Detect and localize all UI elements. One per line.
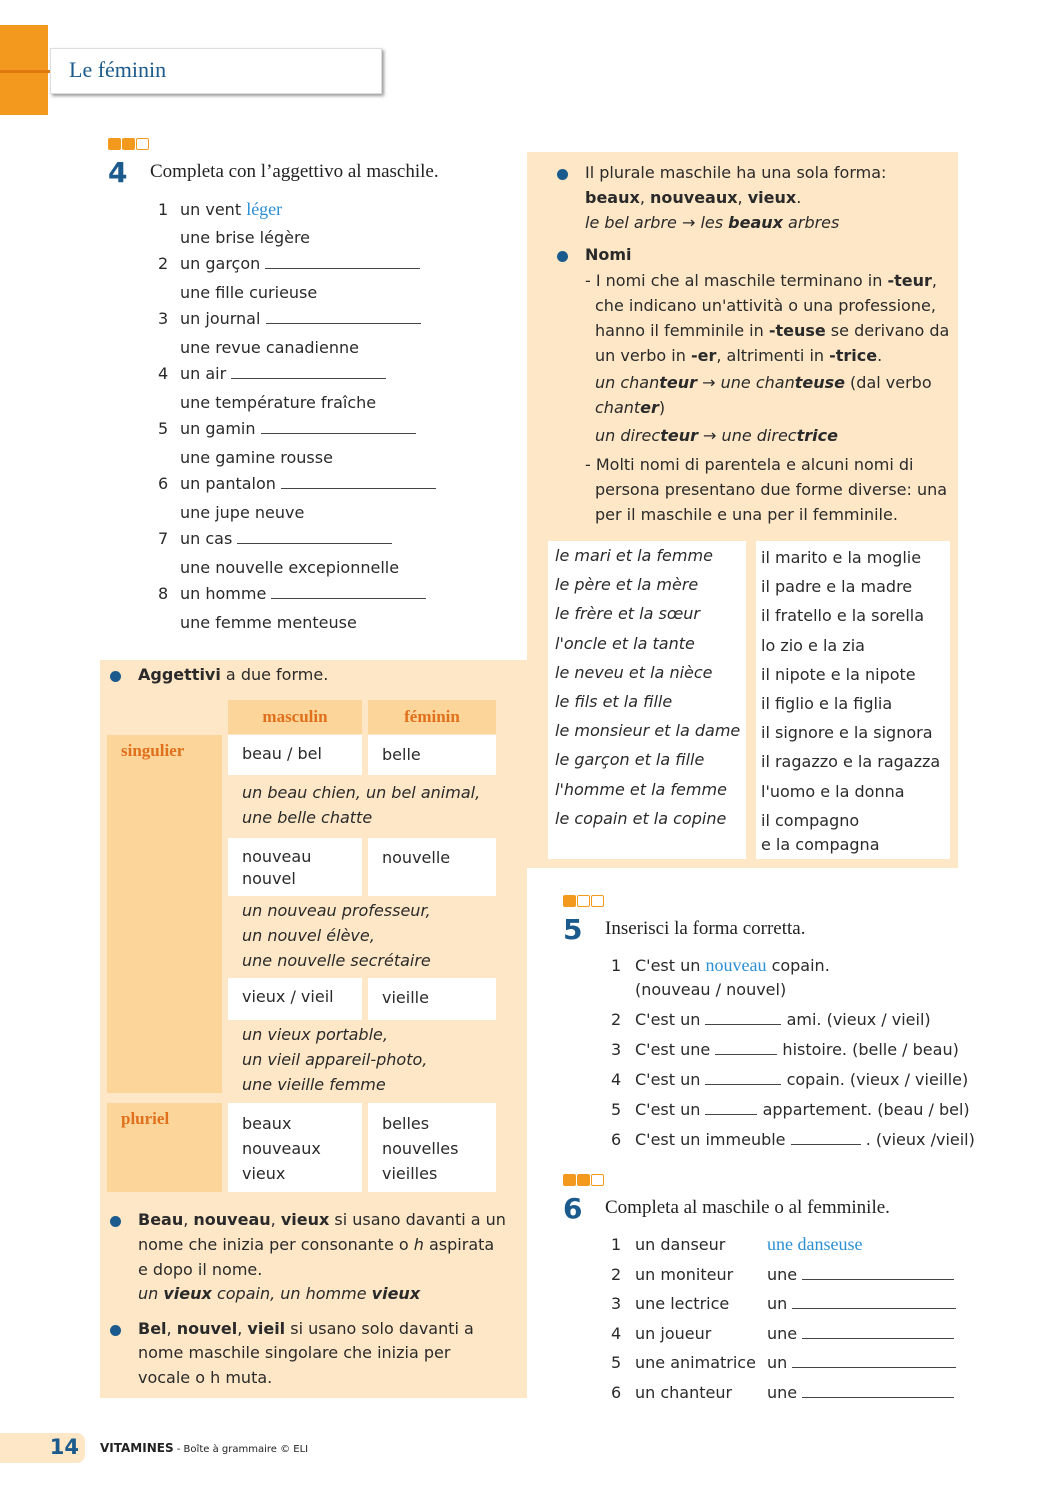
note-line <box>138 1260 262 1279</box>
item-prompt: un journal <box>180 309 261 328</box>
noun-pair-it: lo zio e la zia <box>761 635 865 655</box>
item-prompt: C'est un <box>635 956 701 975</box>
bullet-icon <box>110 1216 121 1227</box>
item-feminine: une brise légère <box>180 228 311 247</box>
answer-blank[interactable] <box>705 1070 781 1085</box>
exercise-title: Inserisci la forma corretta. <box>605 918 806 939</box>
item-feminine: une nouvelle excepionnelle <box>180 558 400 577</box>
note-line <box>585 213 839 232</box>
note-line <box>585 188 801 207</box>
text-segment: che indicano un'attività o una professione, <box>595 296 936 315</box>
exercise-number: 4 <box>108 156 128 189</box>
intro-text: a due forme. <box>220 665 329 684</box>
item-prompt: un gamin <box>180 419 256 438</box>
article: une <box>767 1264 798 1284</box>
exercise-item <box>158 474 436 493</box>
answer-blank[interactable] <box>792 1353 956 1368</box>
text-segment: , <box>931 271 937 290</box>
footer-sub: - Boîte à grammaire © ELI <box>173 1444 309 1455</box>
intro-bold: Aggettivi <box>138 665 221 684</box>
example-text: un nouveau professeur, un nouvel élève, une nouvelle secrétaire <box>242 901 431 970</box>
exercise-number: 5 <box>563 913 583 946</box>
item-number: 7 <box>158 529 169 548</box>
answer-blank[interactable] <box>802 1265 954 1280</box>
exercise-item <box>611 955 830 976</box>
item-number: 5 <box>611 1353 622 1373</box>
note-line <box>585 271 937 290</box>
note-line <box>138 1235 494 1254</box>
item-number: 6 <box>158 474 169 493</box>
cell-masculin <box>228 838 362 896</box>
noun-pair-it: il figlio e la figlia <box>761 694 893 713</box>
text-segment: , <box>237 1319 248 1338</box>
item-prompt: un moniteur <box>635 1264 734 1284</box>
text-segment: vocale o h muta. <box>138 1368 273 1387</box>
text-segment: si usano davanti a un <box>329 1210 506 1229</box>
text-segment: er <box>640 398 659 417</box>
answer-blank[interactable] <box>802 1324 954 1339</box>
text-segment: Il plurale maschile ha una sola forma: <box>585 163 887 182</box>
answer-blank[interactable] <box>791 1130 861 1145</box>
item-number: 1 <box>611 1235 622 1254</box>
item-prompt: un cas <box>180 529 233 548</box>
item-prompt: un garçon <box>180 254 261 273</box>
cell-masculin <box>228 978 362 1020</box>
item-number: 1 <box>158 200 169 219</box>
footer-credit <box>100 1441 308 1455</box>
masculin-form: beau / bel <box>242 744 322 763</box>
example-text: un vieux portable, un vieil appareil-photo, une vieille femme <box>242 1025 428 1094</box>
page-number-tab <box>0 1433 85 1463</box>
article: un <box>767 1353 788 1373</box>
cell-feminin <box>368 978 496 1020</box>
item-feminine: une fille curieuse <box>180 283 318 302</box>
exercise-item <box>611 1100 970 1119</box>
text-segment: Beau <box>138 1210 184 1229</box>
answer-blank[interactable] <box>792 1294 956 1309</box>
item-prompt: une animatrice <box>635 1353 756 1373</box>
difficulty-indicator <box>108 138 149 150</box>
answer-text: léger <box>246 199 283 219</box>
text-segment: - Molti nomi di parentela e alcuni nomi di <box>585 455 914 474</box>
note-line <box>595 321 949 340</box>
item-prompt: un air <box>180 364 227 383</box>
text-segment: persona presentano due forme diverse: una <box>595 480 948 499</box>
text-segment: -trice <box>829 346 878 365</box>
text-segment: arbres <box>782 213 840 232</box>
item-prompt: C'est une <box>635 1040 711 1059</box>
noun-pair-fr: le garçon et la fille <box>555 750 705 770</box>
note-line <box>595 346 882 365</box>
noun-pair-fr: l'oncle et la tante <box>555 633 695 653</box>
exercise-item <box>158 309 421 328</box>
answer-blank[interactable] <box>715 1040 777 1055</box>
answer-blank[interactable] <box>261 419 416 434</box>
masculin-form: vieux / vieil <box>242 987 334 1006</box>
level-dot <box>563 895 576 907</box>
note-line <box>595 480 947 499</box>
note-line <box>595 296 936 315</box>
note-line <box>138 1368 272 1387</box>
noun-pair-it: il padre e la madre <box>761 577 913 597</box>
feminin-form: belle <box>382 745 421 764</box>
item-number: 2 <box>158 254 169 273</box>
item-number: 2 <box>611 1010 622 1029</box>
answer-blank[interactable] <box>271 584 426 599</box>
note-line <box>138 1319 474 1338</box>
item-prompt: un danseur <box>635 1235 726 1254</box>
level-dot <box>591 895 604 907</box>
item-prompt: C'est un <box>635 1010 701 1029</box>
bullet-icon <box>110 671 121 682</box>
item-suffix: copain. (vieux / vieille) <box>786 1070 969 1089</box>
footer-brand: VITAMINES <box>100 1441 174 1455</box>
text-segment: - I nomi che al maschile terminano in <box>585 271 888 290</box>
exercise-item <box>158 529 392 548</box>
answer-blank[interactable] <box>281 474 436 489</box>
text-segment: , <box>639 188 650 207</box>
noun-pair-it: il fratello e la sorella <box>761 606 925 626</box>
note-line <box>138 1284 420 1303</box>
example-text: un beau chien, un bel animal, une belle chatte <box>242 783 481 827</box>
row-pluriel: pluriel <box>107 1103 222 1192</box>
exercise-title: Completa con l’aggettivo al maschile. <box>150 161 439 182</box>
text-segment: nome maschile singolare che inizia per <box>138 1343 451 1362</box>
text-segment: trice <box>796 426 838 445</box>
tab-divider <box>0 70 50 73</box>
text-segment: beaux <box>585 188 640 207</box>
answer-text: une danseuse <box>767 1234 863 1254</box>
text-segment: nouveaux <box>649 188 738 207</box>
answer-blank[interactable] <box>265 254 420 269</box>
text-segment: teur <box>659 373 698 392</box>
text-segment: teur <box>660 426 698 445</box>
bullet-icon <box>557 169 568 180</box>
level-dot <box>563 1174 576 1186</box>
difficulty-indicator <box>563 1174 604 1186</box>
text-segment: ) <box>658 398 666 417</box>
text-segment: -teur <box>887 271 932 290</box>
noun-pair-it: il marito e la moglie <box>761 548 922 567</box>
text-segment: hanno il femminile in <box>595 321 769 340</box>
text-segment: -er <box>690 346 717 365</box>
text-segment: si usano solo davanti a <box>285 1319 474 1338</box>
text-segment: vieux <box>280 1210 330 1229</box>
item-suffix: histoire. (belle / beau) <box>782 1040 959 1059</box>
article: une <box>767 1383 798 1402</box>
item-number: 2 <box>611 1264 622 1284</box>
exercise-item <box>158 364 386 383</box>
item-number: 4 <box>611 1070 622 1089</box>
item-prompt: une lectrice <box>635 1294 730 1314</box>
text-segment: (dal verbo <box>844 373 932 392</box>
text-segment: , <box>166 1319 177 1338</box>
difficulty-indicator <box>563 895 604 907</box>
item-suffix: appartement. (beau / bel) <box>762 1100 970 1119</box>
noun-pair-fr: le copain et la copine <box>555 808 727 828</box>
text-segment: vieux <box>747 188 797 207</box>
exercise-item <box>158 584 426 603</box>
item-suffix: ami. (vieux / vieil) <box>786 1010 931 1029</box>
text-segment: teuse <box>794 373 845 392</box>
answer-blank[interactable] <box>802 1383 954 1398</box>
noun-pair-fr: le neveu et la nièce <box>555 662 713 682</box>
bullet-icon <box>110 1325 121 1336</box>
note-line <box>595 373 932 392</box>
noun-pair-it: il ragazzo e la ragazza <box>761 752 941 772</box>
text-segment: beaux <box>728 213 783 232</box>
text-segment: e dopo il nome. <box>138 1260 263 1279</box>
item-prompt: C'est un <box>635 1100 701 1119</box>
answer-blank[interactable] <box>705 1100 757 1115</box>
item-number: 3 <box>158 309 169 328</box>
item-number: 5 <box>158 419 169 438</box>
item-prompt: un chanteur <box>635 1383 733 1402</box>
item-prompt: C'est un <box>635 1070 701 1089</box>
text-segment: aspirata <box>423 1235 495 1254</box>
text-segment: vieux <box>371 1284 421 1303</box>
answer-line <box>767 1324 954 1343</box>
text-segment: → une direc <box>697 426 797 445</box>
title-bar <box>50 48 382 94</box>
exercise-item <box>611 1130 975 1149</box>
item-prompt: un vent <box>180 200 242 219</box>
cell-masculin <box>228 735 362 775</box>
adj-intro <box>138 665 328 684</box>
text-segment: un <box>138 1284 164 1303</box>
answer-blank[interactable] <box>705 1010 781 1025</box>
item-number: 4 <box>611 1323 622 1343</box>
level-dot <box>122 138 135 150</box>
plural-forms: belles nouvelles vieilles <box>382 1114 459 1183</box>
exercise-number: 6 <box>563 1192 583 1225</box>
text-segment: nouvel <box>176 1319 238 1338</box>
cell-pluriel-m <box>228 1103 362 1192</box>
answer-line <box>767 1353 956 1372</box>
noun-pair-fr: le monsieur et la dame <box>555 721 741 741</box>
item-options: (nouveau / nouvel) <box>635 980 787 999</box>
feminin-form: vieille <box>382 988 429 1007</box>
text-segment: , altrimenti in <box>716 346 830 365</box>
note-line <box>585 245 632 264</box>
text-segment: Nomi <box>585 245 632 264</box>
header-masculin: masculin <box>228 700 362 734</box>
exercise-item <box>158 419 416 438</box>
row-singulier: singulier <box>107 735 222 1093</box>
text-segment: se derivano da <box>825 321 950 340</box>
text-segment: vieil <box>247 1319 286 1338</box>
text-segment: nouveau <box>193 1210 271 1229</box>
noun-pair-it: il nipote e la nipote <box>761 664 916 684</box>
text-segment: un chan <box>595 373 660 392</box>
text-segment: , <box>270 1210 281 1229</box>
item-number: 4 <box>158 364 169 383</box>
item-feminine: une jupe neuve <box>180 503 305 522</box>
note-line <box>585 455 914 474</box>
text-segment: per il maschile e una per il femminile. <box>595 505 898 524</box>
header-feminin: féminin <box>368 700 496 734</box>
note-line <box>595 398 665 417</box>
item-feminine: une gamine rousse <box>180 448 333 467</box>
text-segment: un direc <box>595 426 661 445</box>
answer-line <box>767 1383 954 1402</box>
level-dot <box>577 1174 590 1186</box>
noun-pair-fr: le frère et la sœur <box>555 604 700 624</box>
noun-pair-it: l'uomo e la donna <box>761 781 905 801</box>
noun-pair-fr: le père et la mère <box>555 575 699 595</box>
text-segment: → une chan <box>697 373 795 392</box>
level-dot <box>108 138 121 150</box>
answer-blank[interactable] <box>231 364 386 379</box>
note-line <box>138 1210 506 1229</box>
text-segment: chant <box>595 398 641 417</box>
text-segment: un verbo in <box>595 346 691 365</box>
text-segment: copain, un homme <box>211 1284 372 1303</box>
page-title: Le féminin <box>69 57 167 82</box>
cell-pluriel-f <box>368 1103 496 1192</box>
exercise-item <box>158 199 282 220</box>
answer-blank[interactable] <box>237 529 392 544</box>
text-segment: le bel arbre → les <box>585 213 729 232</box>
noun-pair-fr: l'homme et la femme <box>555 779 727 799</box>
text-segment: , <box>183 1210 194 1229</box>
answer-text: nouveau <box>705 955 767 975</box>
item-number: 8 <box>158 584 169 603</box>
note-line <box>595 505 898 524</box>
item-suffix: . (vieux /vieil) <box>865 1130 975 1149</box>
text-segment: vieux <box>163 1284 212 1303</box>
item-feminine: une femme menteuse <box>180 613 357 632</box>
exercise-item <box>611 1010 931 1029</box>
item-number: 5 <box>611 1100 622 1119</box>
text-segment: nome che inizia per consonante o <box>138 1235 414 1254</box>
item-number: 6 <box>611 1383 622 1402</box>
text-segment: -teuse <box>768 321 826 340</box>
item-number: 3 <box>611 1040 622 1059</box>
note-line <box>585 163 886 182</box>
text-segment: Bel <box>138 1319 167 1338</box>
exercise-item <box>158 254 420 273</box>
answer-blank[interactable] <box>266 309 421 324</box>
article: un <box>767 1294 788 1314</box>
feminin-form: nouvelle <box>382 848 451 867</box>
text-segment: , <box>737 188 748 207</box>
exercise-item <box>611 1040 959 1059</box>
exercise-item <box>611 1070 968 1089</box>
answer-line <box>767 1294 956 1313</box>
item-feminine: une température fraîche <box>180 393 377 412</box>
answer-line <box>767 1265 954 1284</box>
plural-forms: beaux nouveaux vieux <box>242 1114 321 1183</box>
noun-pair-it: il compagno e la compagna <box>761 810 880 854</box>
cell-feminin <box>368 838 496 896</box>
level-dot <box>591 1174 604 1186</box>
item-feminine: une revue canadienne <box>180 338 359 357</box>
item-suffix: copain. <box>771 956 830 975</box>
item-prompt: un pantalon <box>180 474 276 493</box>
text-segment: . <box>796 188 802 207</box>
masculin-form: nouveau nouvel <box>242 847 312 888</box>
item-prompt: un joueur <box>635 1323 712 1343</box>
note-line <box>595 426 838 445</box>
page-number: 14 <box>49 1435 79 1459</box>
level-dot <box>577 895 590 907</box>
text-segment: h <box>413 1235 424 1254</box>
cell-feminin <box>368 735 496 775</box>
exercise-title: Completa al maschile o al femminile. <box>605 1197 890 1218</box>
noun-pair-it: il signore e la signora <box>761 723 933 743</box>
noun-pair-fr: le mari et la femme <box>555 546 713 565</box>
item-number: 3 <box>611 1294 622 1314</box>
bullet-icon <box>557 251 568 262</box>
level-dot <box>136 138 149 150</box>
note-line <box>138 1343 450 1362</box>
noun-pair-fr: le fils et la fille <box>555 692 673 711</box>
item-prompt: C'est un immeuble <box>635 1130 786 1149</box>
item-prompt: un homme <box>180 584 267 603</box>
text-segment: . <box>877 346 883 365</box>
article: une <box>767 1323 798 1343</box>
item-number: 1 <box>611 956 622 975</box>
item-number: 6 <box>611 1130 622 1149</box>
